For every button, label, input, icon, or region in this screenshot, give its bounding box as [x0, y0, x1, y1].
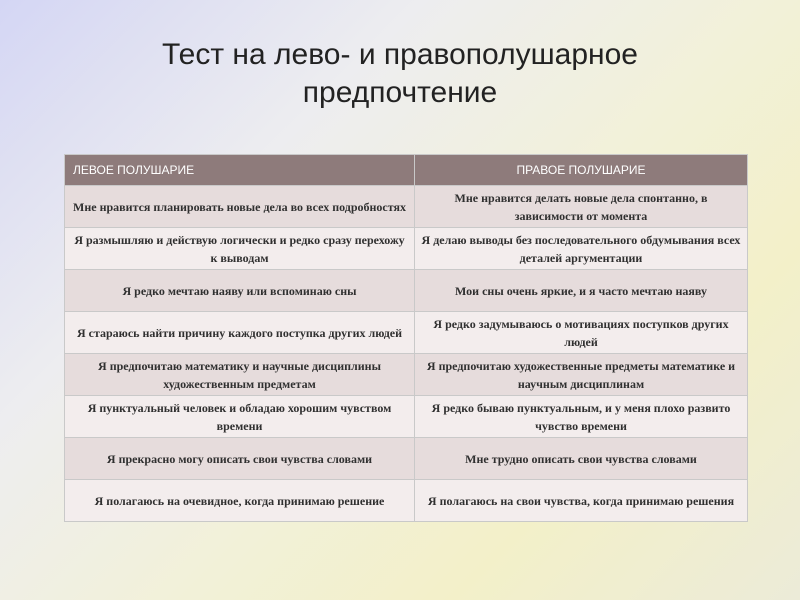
left-cell: Я предпочитаю математику и научные дисциплины художественным предметам: [65, 354, 415, 396]
table-row: [65, 480, 748, 522]
left-cell: Я стараюсь найти причину каждого поступка других людей: [65, 312, 415, 354]
right-cell: Мои сны очень яркие, и я часто мечтаю наяву: [415, 270, 748, 312]
header-left-hemisphere: ЛЕВОЕ ПОЛУШАРИЕ: [65, 155, 415, 186]
table-row: [65, 312, 748, 354]
table-row: [65, 354, 748, 396]
table-row: [65, 396, 748, 438]
right-cell: Я полагаюсь на свои чувства, когда принимаю решения: [415, 480, 748, 522]
slide-title-line-1: Тест на лево- и правополушарное: [162, 38, 638, 71]
table-row: [65, 270, 748, 312]
left-cell: Я прекрасно могу описать свои чувства словами: [65, 438, 415, 480]
right-cell: Я предпочитаю художественные предметы математике и научным дисциплинам: [415, 354, 748, 396]
left-cell: Мне нравится планировать новые дела во всех подробностях: [65, 186, 415, 228]
hemisphere-table: [64, 154, 748, 522]
slide-title: [0, 36, 800, 112]
right-cell: Я редко задумываюсь о мотивациях поступков других людей: [415, 312, 748, 354]
header-right-hemisphere: ПРАВОЕ ПОЛУШАРИЕ: [415, 155, 748, 186]
table-header-row: [65, 155, 748, 186]
right-cell: Я редко бываю пунктуальным, и у меня плохо развито чувство времени: [415, 396, 748, 438]
table-row: [65, 228, 748, 270]
left-cell: Я полагаюсь на очевидное, когда принимаю решение: [65, 480, 415, 522]
right-cell: Мне нравится делать новые дела спонтанно, в зависимости от момента: [415, 186, 748, 228]
left-cell: Я редко мечтаю наяву или вспоминаю сны: [65, 270, 415, 312]
table-row: [65, 438, 748, 480]
right-cell: Я делаю выводы без последовательного обдумывания всех деталей аргументации: [415, 228, 748, 270]
table-row: [65, 186, 748, 228]
left-cell: Я размышляю и действую логически и редко сразу перехожу к выводам: [65, 228, 415, 270]
left-cell: Я пунктуальный человек и обладаю хорошим чувством времени: [65, 396, 415, 438]
slide-title-line-2: предпочтение: [302, 76, 498, 109]
right-cell: Мне трудно описать свои чувства словами: [415, 438, 748, 480]
